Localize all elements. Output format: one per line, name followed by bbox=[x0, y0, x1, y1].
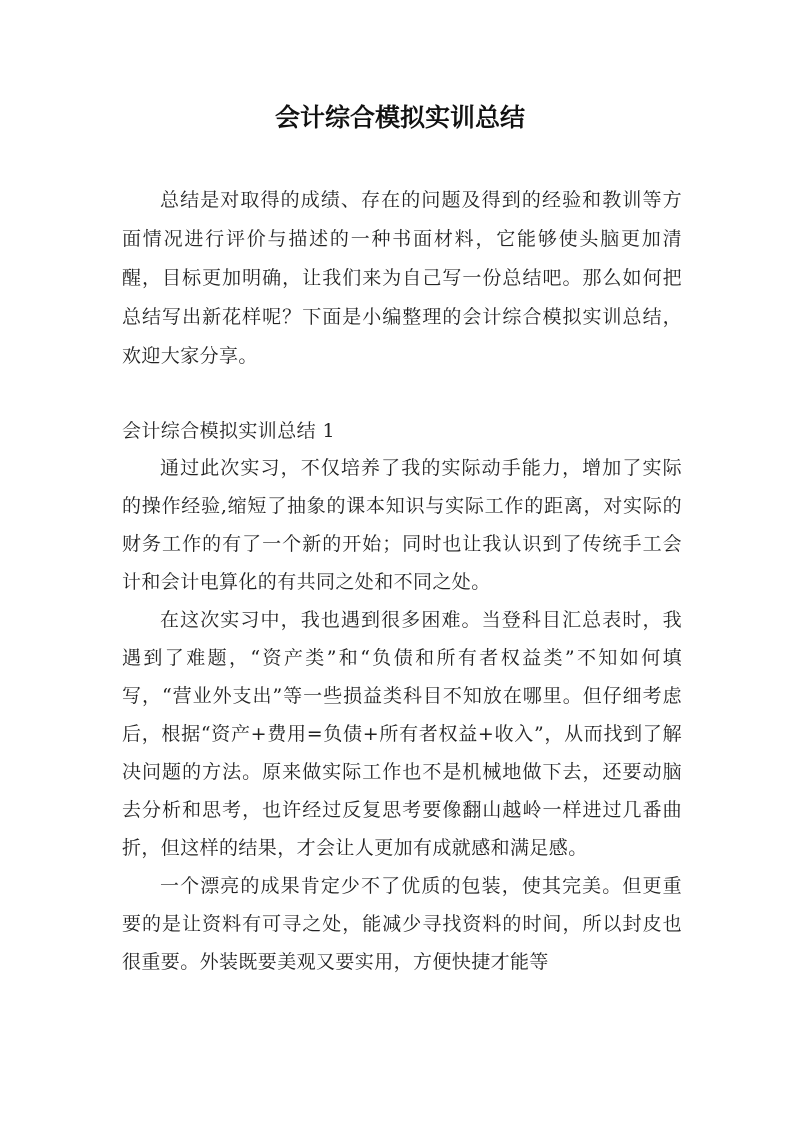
paragraph-spacer bbox=[122, 376, 682, 413]
body-paragraph-2: 在这次实习中，我也遇到很多困难。当登科目汇总表时，我遇到了难题，“资产类”和“负债和所有者权益类”不知如何填写，“营业外支出”等一些损益类科目不知放在哪里。但仔细考虑后，根据“资产+费用=负债+所有者权益+收入”，从而找到了解决问题的方法。原来做实际工作也不是机械地做下去，还要动脑去分析和思考，也许经过反复思考要像翻山越岭一样进过几番曲折，但这样的结果，才会让人更加有成就感和满足感。 bbox=[122, 609, 682, 859]
document-title: 会计综合模拟实训总结 bbox=[274, 103, 525, 132]
body-paragraph-1: 通过此次实习，不仅培养了我的实际动手能力，增加了实际的操作经验,缩短了抽象的课本知识与实际工作的距离，对实际的财务工作的有了一个新的开始；同时也让我认识到了传统手工会计和会计电算化的有共同之处和不同之处。 bbox=[122, 457, 682, 593]
intro-paragraph: 总结是对取得的成绩、存在的问题及得到的经验和教训等方面情况进行评价与描述的一种书面材料，它能够使头脑更加清醒，目标更加明确，让我们来为自己写一份总结吧。那么如何把总结写出新花样呢？下面是小编整理的会计综合模拟实训总结，欢迎大家分享。 bbox=[122, 189, 682, 367]
section-heading: 会计综合模拟实训总结 1 bbox=[122, 420, 335, 442]
document-body bbox=[122, 181, 682, 981]
body-paragraph-3: 一个漂亮的成果肯定少不了优质的包装，使其完美。但更重要的是让资料有可寻之处，能减少寻找资料的时间，所以封皮也很重要。外装既要美观又要实用，方便快捷才能等 bbox=[122, 875, 682, 973]
